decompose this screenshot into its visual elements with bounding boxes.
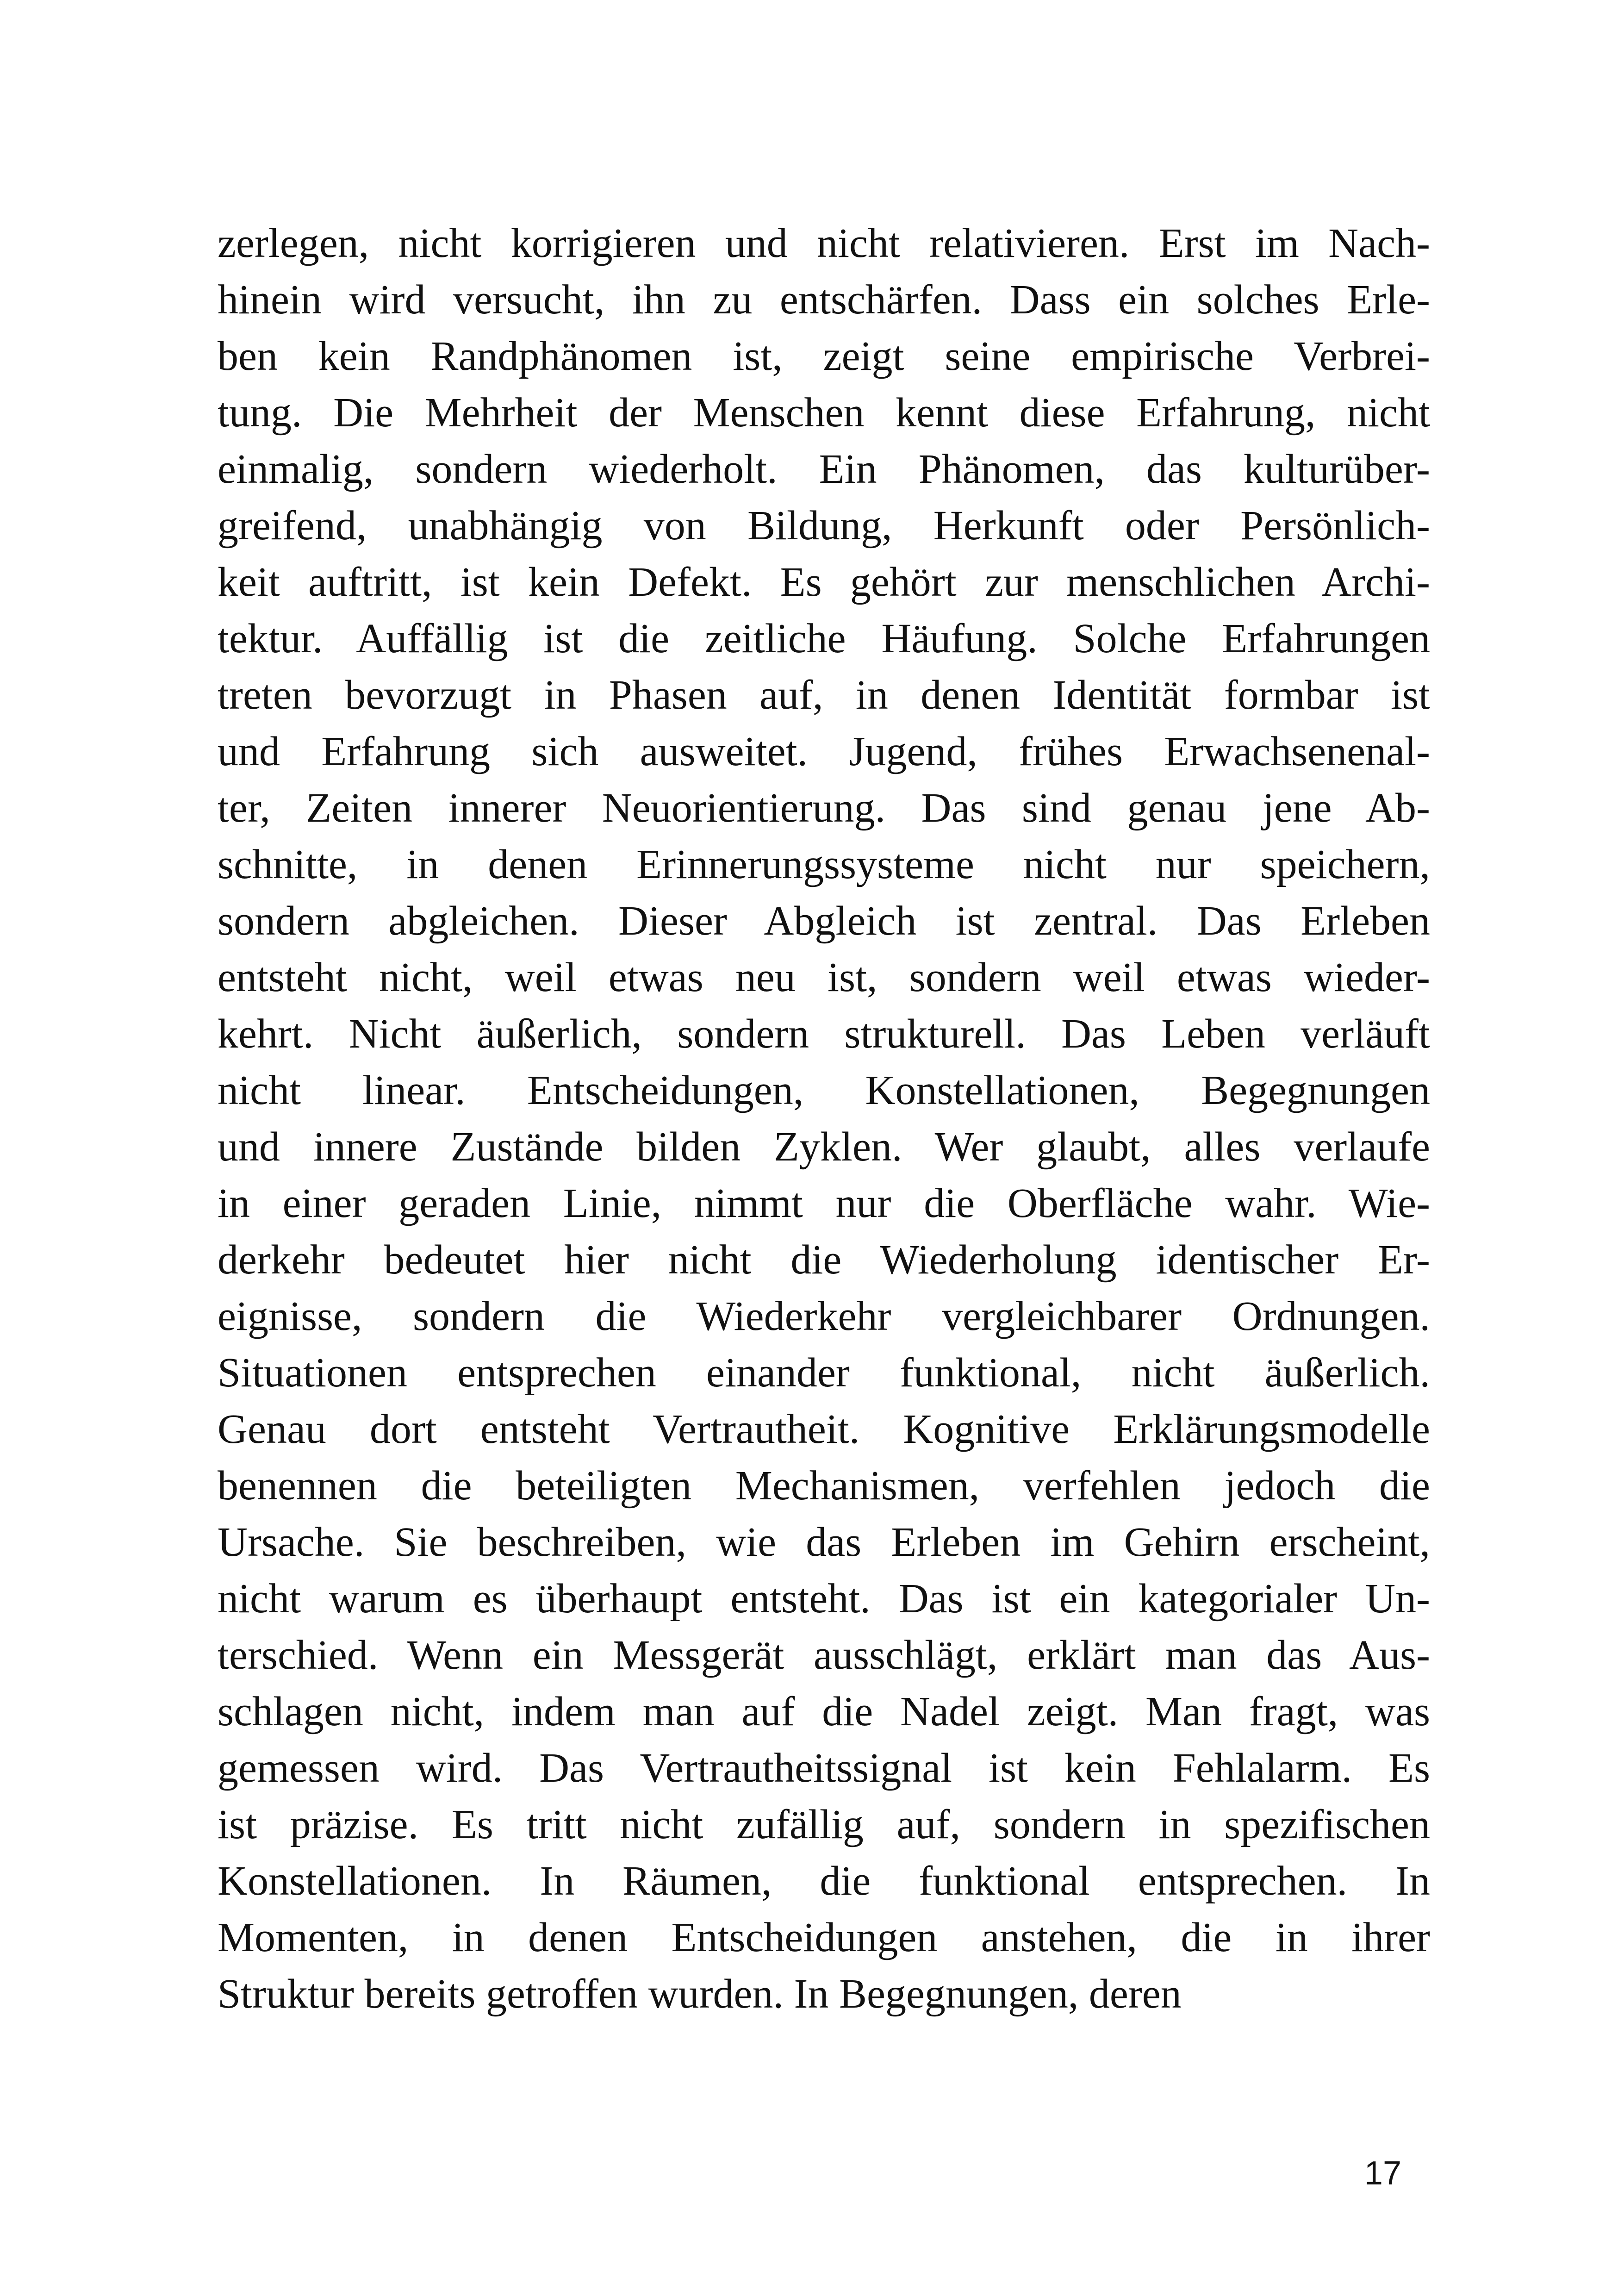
text-line: ist präzise. Es tritt nicht zufällig auf, sondern in spezifischen (218, 1802, 1430, 1847)
text-line: tung. Die Mehrheit der Menschen kennt diese Erfahrung, nicht (218, 390, 1430, 436)
text-line: Momenten, in denen Entscheidungen anstehen, die in ihrer (218, 1915, 1430, 1960)
text-line: keit auftritt, ist kein Defekt. Es gehört zur menschlichen Archi- (218, 559, 1430, 605)
text-line: Ursache. Sie beschreiben, wie das Erleben im Gehirn erscheint, (218, 1519, 1430, 1565)
text-line: derkehr bedeutet hier nicht die Wiederholung identischer Er- (218, 1237, 1430, 1283)
text-line: Genau dort entsteht Vertrautheit. Kognitive Erklärungsmodelle (218, 1406, 1430, 1452)
text-line: greifend, unabhängig von Bildung, Herkunft oder Persönlich- (218, 503, 1430, 549)
text-line: schnitte, in denen Erinnerungssysteme nicht nur speichern, (218, 842, 1430, 887)
text-line: schlagen nicht, indem man auf die Nadel zeigt. Man fragt, was (218, 1689, 1430, 1734)
page-number: 17 (1364, 2155, 1401, 2192)
text-line: in einer geraden Linie, nimmt nur die Oberfläche wahr. Wie- (218, 1180, 1430, 1226)
text-line: gemessen wird. Das Vertrautheitssignal ist kein Fehlalarm. Es (218, 1745, 1430, 1791)
text-line: terschied. Wenn ein Messgerät ausschlägt, erklärt man das Aus- (218, 1632, 1430, 1678)
text-line: Konstellationen. In Räumen, die funktional entsprechen. In (218, 1858, 1430, 1904)
text-line: ter, Zeiten innerer Neuorientierung. Das sind genau jene Ab- (218, 785, 1430, 831)
text-line: nicht warum es überhaupt entsteht. Das ist ein kategorialer Un- (218, 1576, 1430, 1622)
text-line: entsteht nicht, weil etwas neu ist, sondern weil etwas wieder- (218, 955, 1430, 1000)
text-line: ben kein Randphänomen ist, zeigt seine empirische Verbrei- (218, 333, 1430, 379)
text-line: zerlegen, nicht korrigieren und nicht relativieren. Erst im Nach- (218, 220, 1430, 266)
text-line: benennen die beteiligten Mechanismen, verfehlen jedoch die (218, 1463, 1430, 1509)
text-line: sondern abgleichen. Dieser Abgleich ist zentral. Das Erleben (218, 898, 1430, 944)
text-line: kehrt. Nicht äußerlich, sondern strukturell. Das Leben verläuft (218, 1011, 1430, 1057)
text-line: Struktur bereits getroffen wurden. In Begegnungen, deren (218, 1971, 1182, 2017)
body-text (218, 215, 1430, 2022)
text-line: tektur. Auffällig ist die zeitliche Häufung. Solche Erfahrungen (218, 616, 1430, 661)
text-line: und Erfahrung sich ausweitet. Jugend, frühes Erwachsenenal- (218, 729, 1430, 774)
text-line: einmalig, sondern wiederholt. Ein Phänomen, das kulturüber- (218, 446, 1430, 492)
text-line: und innere Zustände bilden Zyklen. Wer glaubt, alles verlaufe (218, 1124, 1430, 1170)
text-line: nicht linear. Entscheidungen, Konstellationen, Begegnungen (218, 1067, 1430, 1113)
text-line: hinein wird versucht, ihn zu entschärfen. Dass ein solches Erle- (218, 277, 1430, 323)
text-line: eignisse, sondern die Wiederkehr vergleichbarer Ordnungen. (218, 1293, 1430, 1339)
text-line: Situationen entsprechen einander funktional, nicht äußerlich. (218, 1350, 1430, 1396)
text-line: treten bevorzugt in Phasen auf, in denen Identität formbar ist (218, 672, 1430, 718)
